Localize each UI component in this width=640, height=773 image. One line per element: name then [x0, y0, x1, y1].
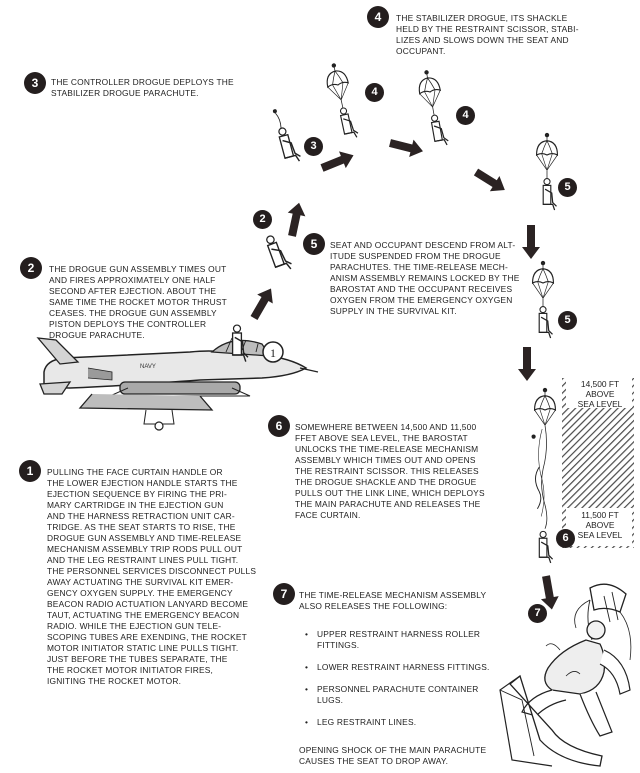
list-item: • LEG RESTRAINT LINES.: [305, 717, 529, 728]
seat-descending-a: [537, 133, 558, 210]
step-2-badge: 2: [20, 257, 42, 279]
seat-stabilizer-drogue-a: [323, 61, 360, 141]
trajectory-badge-7: 7: [528, 604, 547, 623]
step-1-badge: 1: [19, 460, 41, 482]
step-6-badge: 6: [268, 415, 290, 437]
callout-1-marker: [263, 342, 283, 362]
trajectory-arrow-7: [518, 347, 536, 381]
step-6-text: SOMEWHERE BETWEEN 14,500 AND 11,500 FFET ABOVE SEA LEVEL, THE BAROSTAT UNLOCKS THE TIME-RELEASE MECHANISM ASSEMBLY WHICH TIMES OUT AND OPENS THE RESTRAINT SCISSOR. THIS RELEASES THE DROGUE SHACKLE AND THE DROGUE PULLS OUT THE LINK LINE, WHICH DEPLOYS THE MAIN PARACHUTE AND RELEASES THE FACE CURTAIN.: [295, 422, 485, 520]
trajectory-arrow-4: [388, 134, 425, 160]
step-1-text: PULLING THE FACE CURTAIN HANDLE OR THE LOWER EJECTION HANDLE STARTS THE EJECTION SEQUENCE BY FIRING THE PRI- MARY CARTRIDGE IN THE EJECTION GUN AND THE HARNESS RETRACTION UNIT CAR- TRIDGE. AS THE SEAT STARTS TO RISE, THE DROGUE GUN ASSEMBLY AND TIME-RELEASE MECHANISM ASSEMBLY TRIP RODS PULL OUT AND THE LEG RESTRAINT LINES PULL TIGHT. THE PERSONNEL SERVICES DISCONNECT PULLS AWAY ACTUATING THE SURVIVAL KIT EMER- GENCY OXYGEN SUPPLY. THE EMERGENCY BEACON RADIO ACTUATION LANYARD BECOME TAUT, ACTUATING THE EMERGENCY BEACON RADIO. WHILE THE EJECTION GUN TELE- SCOPING TUBES ARE EXENDING, THE ROCKET MOTOR INITIATOR STATIC LINE PULLS TIGHT. JUST BEFORE THE TUBES SEPARATE, THE THE ROCKET MOTOR INITIATOR FIRES, IGNITING THE ROCKET MOTOR.: [47, 467, 257, 686]
altitude-upper-label: 14,500 FT ABOVE SEA LEVEL: [577, 379, 623, 409]
list-item: • LOWER RESTRAINT HARNESS FITTINGS.: [305, 662, 529, 673]
step-3-text: THE CONTROLLER DROGUE DEPLOYS THE STABILIZER DROGUE PARACHUTE.: [51, 77, 234, 98]
trajectory-arrow-5: [471, 164, 509, 197]
seat-controller-drogue: [272, 106, 302, 165]
step-4-badge: 4: [367, 6, 389, 28]
step-5-badge: 5: [303, 233, 325, 255]
trajectory-arrow-2: [283, 201, 308, 238]
step-7-outro: OPENING SHOCK OF THE MAIN PARACHUTE CAUSES THE SEAT TO DROP AWAY.: [299, 745, 487, 766]
trajectory-badge-4a: 4: [365, 83, 384, 102]
svg-text:NAVY: NAVY: [140, 364, 156, 370]
trajectory-badge-6: 6: [556, 529, 575, 548]
seat-after-ejection: [265, 232, 293, 273]
trajectory-badge-5b: 5: [558, 311, 577, 330]
step-4-text: THE STABILIZER DROGUE, ITS SHACKLE HELD BY THE RESTRAINT SCISSOR, STABI- LIZES AND SLOWS DOWN THE SEAT AND OCCUPANT.: [396, 13, 579, 56]
step-7-block: [299, 590, 529, 767]
trajectory-badge-2: 2: [253, 210, 272, 229]
seat-main-chute-deploying: [532, 388, 556, 563]
trajectory-badge-3: 3: [304, 137, 323, 156]
trajectory-arrow-3: [319, 147, 357, 176]
seat-stabilizer-drogue-b: [416, 68, 450, 148]
step-7-list: [305, 618, 529, 739]
step-7-badge: 7: [273, 583, 295, 605]
step-3-badge: 3: [24, 72, 46, 94]
callout-1-number: 1: [270, 346, 276, 360]
altitude-lower-label: 11,500 FT ABOVE SEA LEVEL: [577, 510, 623, 540]
trajectory-badge-4b: 4: [456, 106, 475, 125]
step-7-intro: THE TIME-RELEASE MECHANISM ASSEMBLY ALSO RELEASES THE FOLLOWING:: [299, 590, 487, 611]
step-2-text: THE DROGUE GUN ASSEMBLY TIMES OUT AND FIRES APPROXIMATELY ONE HALF SECOND AFTER EJECTION. ABOUT THE SAME TIME THE ROCKET MOTOR THRUST CEASES. THE DROGUE GUN ASSEMBLY PISTON DEPLOYS THE CONTROLLER DROGUE PARACHUTE.: [49, 264, 227, 340]
list-item: • PERSONNEL PARACHUTE CONTAINER LUGS.: [305, 684, 529, 706]
step-5-text: SEAT AND OCCUPANT DESCEND FROM ALT- ITUDE SUSPENDED FROM THE DROGUE PARACHUTES. THE TIME-RELEASE MECH- ANISM ASSEMBLY REMAINS LOCKED BY THE BAROSTAT AND THE OCCUPANT RECEIVES OXYGEN FROM THE EMERGENCY OXYGEN SUPPLY IN THE SURVIVAL KIT.: [330, 240, 520, 316]
trajectory-badge-5a: 5: [558, 178, 577, 197]
list-item: • UPPER RESTRAINT HARNESS ROLLER FITTINGS.: [305, 629, 529, 651]
